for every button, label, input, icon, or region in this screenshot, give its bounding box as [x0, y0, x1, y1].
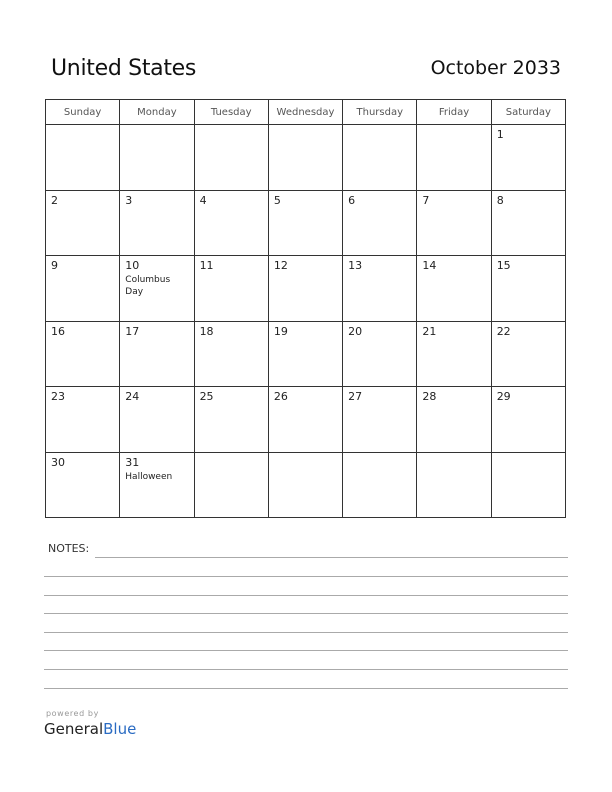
- week-row: [46, 190, 566, 256]
- day-number: 4: [199, 193, 207, 207]
- day-number: 6: [348, 193, 356, 207]
- weekday-tuesday: Tuesday: [194, 100, 268, 125]
- notes-line: [44, 632, 568, 633]
- day-number: 3: [125, 193, 133, 207]
- day-cell: [194, 321, 268, 387]
- day-number: 22: [496, 324, 511, 338]
- day-cell: [491, 125, 565, 191]
- day-cell: [343, 452, 417, 518]
- day-number: 25: [199, 390, 214, 403]
- day-number: 29: [496, 390, 511, 403]
- day-number: 2: [51, 193, 58, 207]
- day-cell: [343, 125, 417, 191]
- day-cell: [417, 321, 491, 387]
- day-cell: [46, 190, 120, 256]
- day-cell: [120, 190, 194, 256]
- week-row: [46, 321, 566, 387]
- day-number: 5: [273, 193, 281, 207]
- day-number: 28: [422, 390, 437, 403]
- day-cell: [268, 321, 342, 387]
- day-cell: [268, 256, 342, 322]
- day-cell: [491, 452, 565, 518]
- day-number: 21: [422, 324, 437, 338]
- notes-label: NOTES:: [48, 542, 90, 555]
- day-number: 8: [496, 193, 504, 207]
- day-cell: [194, 256, 268, 322]
- day-number: 12: [273, 259, 288, 272]
- day-cell: [491, 387, 565, 453]
- day-number: 15: [496, 259, 511, 272]
- day-cell: [491, 190, 565, 256]
- day-number: 16: [51, 324, 65, 338]
- day-cell: [343, 256, 417, 322]
- day-number: 9: [51, 259, 58, 272]
- week-row: [46, 125, 566, 191]
- holiday-label: Columbus Day: [125, 275, 171, 297]
- day-cell: [268, 452, 342, 518]
- notes-line: [95, 557, 568, 558]
- day-number: 30: [51, 455, 65, 469]
- day-number: 26: [273, 390, 288, 403]
- notes-line: [44, 576, 568, 577]
- powered-by-text: powered by: [46, 709, 99, 718]
- day-cell: [268, 125, 342, 191]
- week-row: [46, 387, 566, 453]
- day-cell: [343, 387, 417, 453]
- day-number: 7: [422, 193, 430, 207]
- day-cell: [268, 190, 342, 256]
- day-number: 11: [199, 259, 214, 272]
- day-cell: [46, 321, 120, 387]
- day-cell: [46, 125, 120, 191]
- brand-name-part1: General: [44, 720, 104, 738]
- day-cell: [417, 125, 491, 191]
- day-number: 13: [348, 259, 363, 272]
- day-cell: [194, 452, 268, 518]
- day-cell: [46, 452, 120, 518]
- day-cell: [343, 321, 417, 387]
- day-cell: [417, 256, 491, 322]
- day-cell: [120, 321, 194, 387]
- weekday-saturday: Saturday: [491, 100, 565, 125]
- weekday-wednesday: Wednesday: [268, 100, 342, 125]
- day-cell: [343, 190, 417, 256]
- day-cell: [120, 452, 194, 518]
- day-number: 1: [496, 128, 504, 141]
- day-cell: [120, 256, 194, 322]
- day-cell: [46, 387, 120, 453]
- day-number: 31: [125, 455, 140, 469]
- day-number: 17: [125, 324, 140, 338]
- country-title: United States: [51, 56, 197, 81]
- day-cell: [194, 125, 268, 191]
- day-cell: [194, 387, 268, 453]
- day-number: 27: [348, 390, 363, 403]
- week-row: [46, 452, 566, 518]
- day-cell: [491, 321, 565, 387]
- weekday-friday: Friday: [417, 100, 491, 125]
- day-cell: [194, 190, 268, 256]
- day-number: 23: [51, 390, 65, 403]
- day-cell: [268, 387, 342, 453]
- day-number: 24: [125, 390, 140, 403]
- day-cell: [491, 256, 565, 322]
- brand-logo: [44, 720, 136, 738]
- weekday-thursday: Thursday: [343, 100, 417, 125]
- day-cell: [120, 387, 194, 453]
- day-cell: [46, 256, 120, 322]
- notes-line: [44, 595, 568, 596]
- weekday-monday: Monday: [120, 100, 194, 125]
- calendar-grid: [45, 99, 566, 518]
- day-cell: [120, 125, 194, 191]
- day-number: 18: [199, 324, 214, 338]
- notes-line: [44, 613, 568, 614]
- week-row: [46, 256, 566, 322]
- day-number: 19: [273, 324, 288, 338]
- brand-name-part2: Blue: [103, 720, 137, 738]
- day-cell: [417, 387, 491, 453]
- day-number: 14: [422, 259, 437, 272]
- notes-line: [44, 688, 568, 689]
- notes-line: [44, 650, 568, 651]
- day-cell: [417, 190, 491, 256]
- day-cell: [417, 452, 491, 518]
- weekday-sunday: Sunday: [46, 100, 120, 125]
- notes-line: [44, 669, 568, 670]
- holiday-label: Halloween: [125, 471, 173, 482]
- day-number: 20: [348, 324, 363, 338]
- day-number: 10: [125, 259, 140, 272]
- month-year-title: October 2033: [430, 57, 561, 79]
- brand-footer: [44, 709, 136, 738]
- weekday-header-row: [46, 100, 566, 125]
